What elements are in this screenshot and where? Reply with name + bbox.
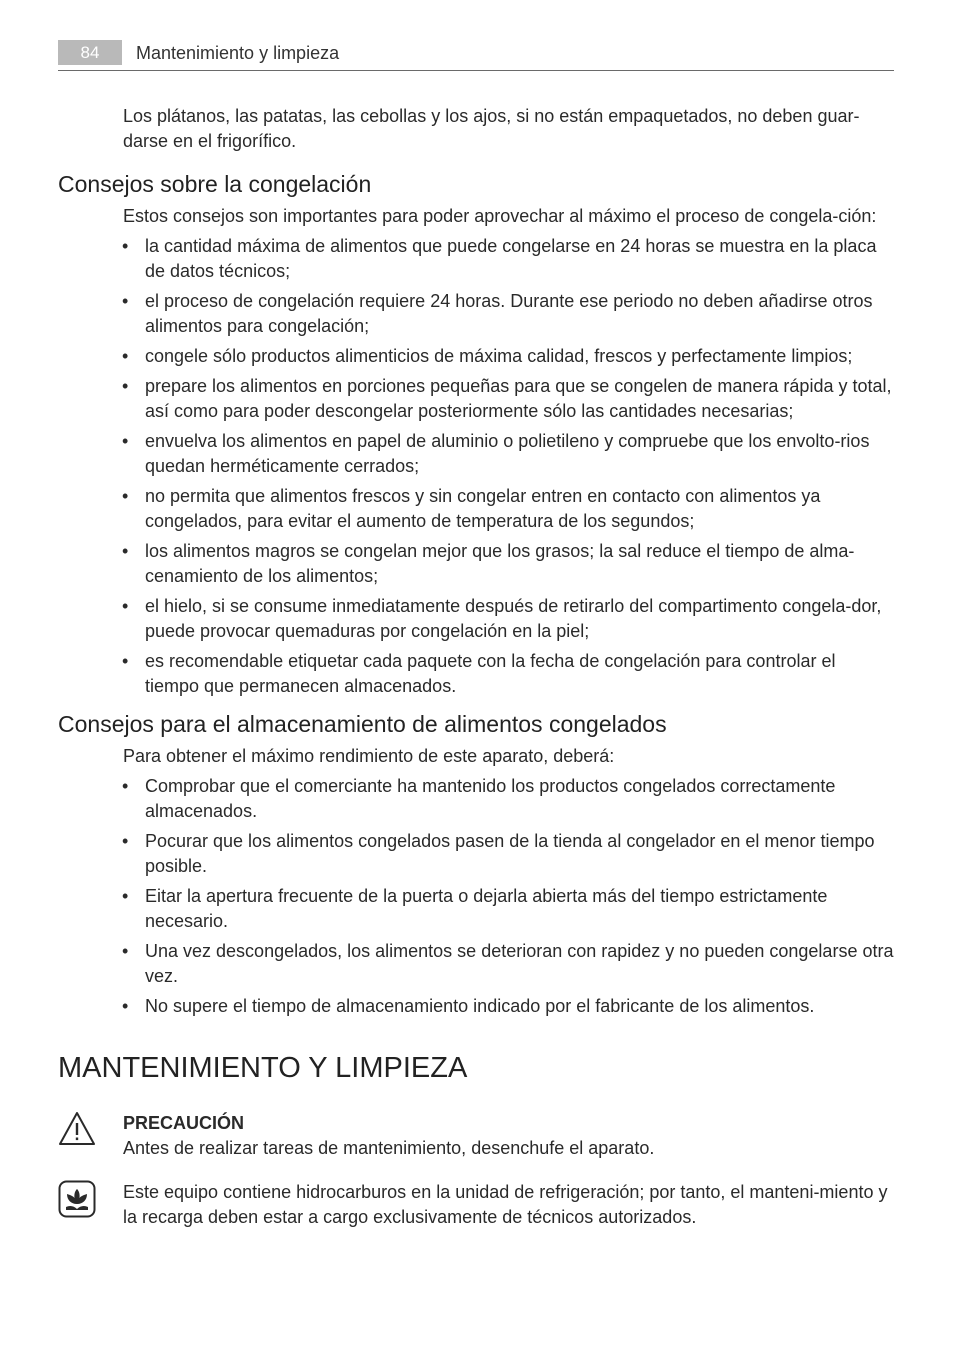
environment-text: Este equipo contiene hidrocarburos en la unidad de refrigeración; por tanto, el manteni-miento y la recarga deben estar a cargo exclusivamente de técnicos autorizados. (123, 1182, 888, 1227)
freezing-item: • no permita que alimentos frescos y sin congelar entren en contacto con alimentos ya congelados, para evitar el aumento de temperatura de los segundos; (145, 484, 894, 534)
storage-item: • Una vez descongelados, los alimentos se deterioran con rapidez y no pueden congelarse otra vez. (145, 939, 894, 989)
freezing-heading: Consejos sobre la congelación (58, 171, 372, 197)
environment-info-icon (58, 1180, 96, 1218)
storage-list (58, 774, 894, 1019)
storage-item: • Eitar la apertura frecuente de la puerta o dejarla abierta más del tiempo estrictamente necesario. (145, 884, 894, 934)
freezing-item: • el proceso de congelación requiere 24 horas. Durante ese periodo no deben añadirse otros alimentos para congelación; (145, 289, 894, 339)
storage-heading: Consejos para el almacenamiento de alimentos congelados (58, 711, 667, 737)
freezing-item: • congele sólo productos alimenticios de máxima calidad, frescos y perfectamente limpios; (145, 344, 894, 369)
environment-note (58, 1180, 894, 1230)
page-content (58, 104, 894, 1230)
maintenance-heading: MANTENIMIENTO Y LIMPIEZA (58, 1052, 468, 1084)
freezing-list (58, 234, 894, 699)
running-header-title: Mantenimiento y limpieza (136, 43, 340, 63)
storage-item: • Pocurar que los alimentos congelados pasen de la tienda al congelador en el menor tiempo posible. (145, 829, 894, 879)
storage-item: • Comprobar que el comerciante ha mantenido los productos congelados correctamente almacenados. (145, 774, 894, 824)
freezing-item: • es recomendable etiquetar cada paquete con la fecha de congelación para controlar el tiempo que permanecen almacenados. (145, 649, 894, 699)
caution-text: Antes de realizar tareas de mantenimiento, desenchufe el aparato. (123, 1138, 655, 1158)
page-header (58, 40, 894, 71)
storage-item: • No supere el tiempo de almacenamiento indicado por el fabricante de los alimentos. (145, 994, 894, 1019)
caution-note (58, 1111, 894, 1161)
intro-paragraph: Los plátanos, las patatas, las cebollas y los ajos, si no están empaquetados, no deben guar-darse en el frigorífico. (123, 106, 860, 151)
freezing-item: • envuelva los alimentos en papel de aluminio o polietileno y compruebe que los envolto-rios quedan herméticamente cerrados; (145, 429, 894, 479)
caution-title: PRECAUCIÓN (123, 1113, 245, 1133)
freezing-item: • la cantidad máxima de alimentos que puede congelarse en 24 horas se muestra en la placa de datos técnicos; (145, 234, 894, 284)
warning-icon (58, 1111, 96, 1147)
page-number: 84 (58, 40, 122, 65)
freezing-intro: Estos consejos son importantes para poder aprovechar al máximo el proceso de congela-ción: (123, 206, 877, 226)
freezing-item: • los alimentos magros se congelan mejor que los grasos; la sal reduce el tiempo de alma-cenamiento de los alimentos; (145, 539, 894, 589)
freezing-item: • el hielo, si se consume inmediatamente después de retirarlo del compartimento congela-dor, puede provocar quemaduras por congelación en la piel; (145, 594, 894, 644)
storage-intro: Para obtener el máximo rendimiento de este aparato, deberá: (123, 746, 615, 766)
freezing-item: • prepare los alimentos en porciones pequeñas para que se congelen de manera rápida y total, así como para poder descongelar posteriormente sólo las cantidades necesarias; (145, 374, 894, 424)
